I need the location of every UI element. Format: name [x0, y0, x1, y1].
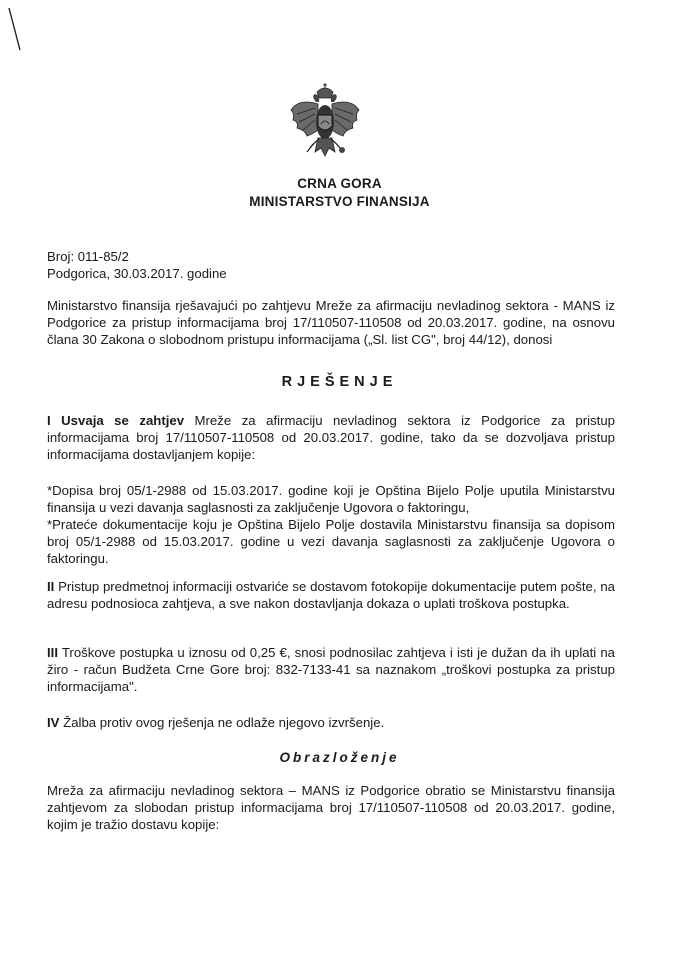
section-iii	[47, 644, 615, 695]
section-ii-text: Pristup predmetnoj informaciji ostvariće se dostavom fotokopije dokumentacije putem pošte, na adresu podnosioca zahtjeva, a sve nakon dostavljanja dokaza o uplati troškova postupka.	[47, 579, 615, 611]
section-ii	[47, 578, 615, 612]
document-header	[0, 175, 679, 211]
decision-title: RJEŠENJE	[281, 374, 398, 390]
section-i-text: Mreže za afirmaciju nevladinog sektora iz Podgorice za pristup informacijama broj 17/110507-110508 od 20.03.2017. godine, tako da se dozvoljava pristup informacijama dostavljanjem kopije:	[47, 413, 615, 462]
section-i	[47, 412, 615, 463]
intro-paragraph: Ministarstvo finansija rješavajući po zahtjevu Mreže za afirmaciju nevladinog sektora - MANS iz Podgorice za pristup informacijama broj 17/110507-110508 od 20.03.2017. godine, na osnovu člana 30 Zakona o slobodnom pristupu informacijama („Sl. list CG", broj 44/12), donosi	[47, 298, 615, 347]
document-meta	[47, 248, 227, 282]
section-iv-text: Žalba protiv ovog rješenja ne odlaže njegovo izvršenje.	[59, 715, 385, 730]
explanation-title: Obrazloženje	[279, 750, 400, 765]
ministry-heading: MINISTARSTVO FINANSIJA	[249, 194, 430, 209]
section-iii-lead: III	[47, 645, 58, 660]
section-i-lead: I Usvaja se zahtjev	[47, 413, 185, 428]
section-iv-lead: IV	[47, 715, 60, 730]
explanation-paragraph: Mreža za afirmaciju nevladinog sektora – MANS iz Podgorice obratio se Ministarstvu finansija zahtjevom za slobodan pristup informacijama broj 17/110507-110508 od 20.03.2017. godine, kojim je tražio dostavu kopije:	[47, 783, 615, 832]
reference-number: Broj: 011-85/2	[47, 249, 129, 264]
list-item: *Prateće dokumentacije koju je Opština Bijelo Polje dostavila Ministarstvu finansija sa dopisom broj 05/1-2988 od 15.03.2017. godine u vezi davanja saglasnosti za zaključenje Ugovora o faktoringu.	[47, 517, 615, 566]
section-iv	[47, 714, 615, 731]
pen-mark	[0, 0, 30, 60]
coat-of-arms-icon	[285, 82, 365, 172]
list-item: *Dopisa broj 05/1-2988 od 15.03.2017. godine koji je Opština Bijelo Polje uputila Ministarstvu finansija u vezi davanja saglasnosti za zaključenje Ugovora o faktoringu,	[47, 483, 615, 515]
section-ii-lead: II	[47, 579, 55, 594]
place-date: Podgorica, 30.03.2017. godine	[47, 266, 227, 281]
country-heading: CRNA GORA	[297, 176, 382, 191]
requested-items	[47, 482, 615, 567]
section-iii-text: Troškove postupka u iznosu od 0,25 €, snosi podnosilac zahtjeva i isti je dužan da ih uplati na žiro - račun Budžeta Crne Gore broj: 832-7133-41 sa naznakom „troškovi postupka za pristup informacijama".	[47, 645, 615, 694]
